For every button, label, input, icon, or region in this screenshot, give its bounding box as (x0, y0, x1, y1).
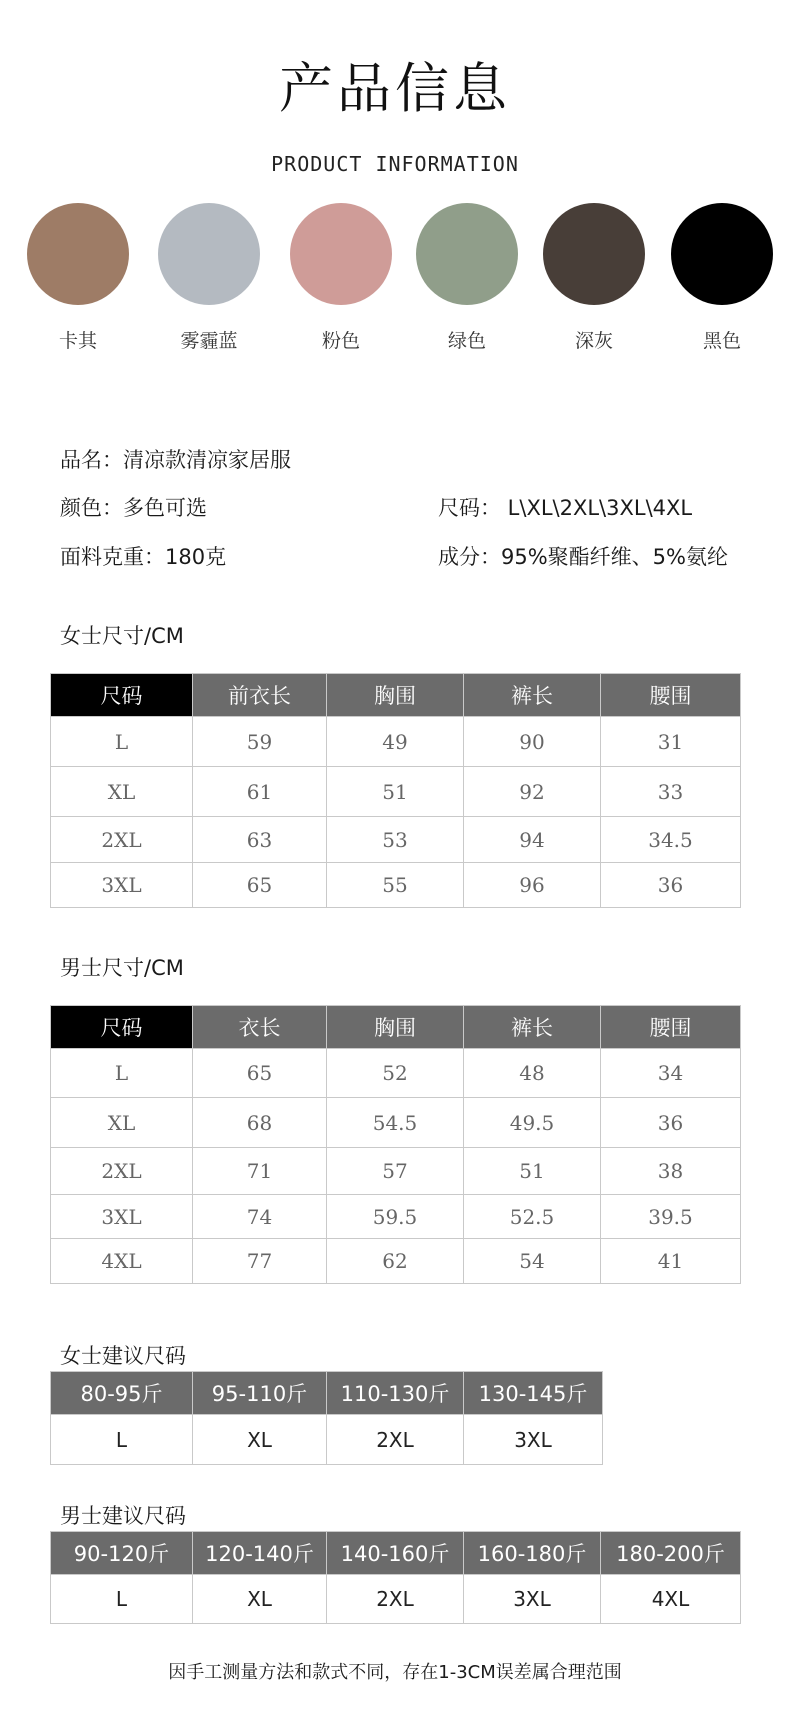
column-header: 腰围 (601, 674, 741, 717)
table-cell: 39.5 (601, 1195, 741, 1239)
men-size-title: 男士尺寸/CM (60, 956, 184, 980)
column-header: 110-130斤 (327, 1372, 464, 1415)
column-header: 尺码 (51, 1006, 193, 1049)
table-cell: L (51, 717, 193, 767)
table-cell: 74 (193, 1195, 327, 1239)
women-recommend-title: 女士建议尺码 (60, 1344, 186, 1368)
spec-color: 颜色：多色可选 (60, 496, 207, 520)
table-cell: 2XL (327, 1575, 464, 1624)
measurement-disclaimer: 因手工测量方法和款式不同，存在1-3CM误差属合理范围 (168, 1662, 622, 1683)
table-cell: 54 (464, 1239, 601, 1284)
column-header: 尺码 (51, 674, 193, 717)
color-label-haze-blue: 雾霾蓝 (180, 330, 238, 352)
page-title: 产品信息 (279, 57, 511, 120)
table-cell: 61 (193, 767, 327, 817)
column-header: 90-120斤 (51, 1532, 193, 1575)
table-cell: 71 (193, 1148, 327, 1195)
spec-composition: 成分：95%聚酯纤维、5%氨纶 (438, 545, 728, 569)
table-cell: 38 (601, 1148, 741, 1195)
table-cell: 55 (327, 863, 464, 908)
table-cell: 59.5 (327, 1195, 464, 1239)
table-cell: XL (193, 1575, 327, 1624)
color-swatch-dark-gray[interactable] (543, 203, 645, 305)
color-label-green: 绿色 (447, 330, 486, 352)
color-swatch-black[interactable] (671, 203, 773, 305)
table-cell: 53 (327, 817, 464, 863)
table-cell: 4XL (51, 1239, 193, 1284)
column-header: 120-140斤 (193, 1532, 327, 1575)
men-size-table (50, 1005, 741, 1284)
table-cell: XL (193, 1415, 327, 1465)
table-cell: 90 (464, 717, 601, 767)
table-cell: 51 (327, 767, 464, 817)
table-cell: 3XL (464, 1415, 603, 1465)
table-row (51, 1575, 741, 1624)
page-subtitle: PRODUCT INFORMATION (271, 152, 519, 176)
table-cell: 2XL (51, 1148, 193, 1195)
column-header: 130-145斤 (464, 1372, 603, 1415)
spec-product-name: 品名：清凉款清凉家居服 (60, 448, 291, 472)
table-cell: XL (51, 767, 193, 817)
table-cell: 62 (327, 1239, 464, 1284)
table-cell: 77 (193, 1239, 327, 1284)
men-recommend-table (50, 1531, 741, 1624)
table-cell: 3XL (51, 863, 193, 908)
table-cell: 34.5 (601, 817, 741, 863)
column-header: 140-160斤 (327, 1532, 464, 1575)
color-label-black: 黑色 (702, 330, 741, 352)
table-cell: 52 (327, 1049, 464, 1098)
table-row (51, 1049, 741, 1098)
table-row (51, 767, 741, 817)
table-cell: 96 (464, 863, 601, 908)
column-header: 95-110斤 (193, 1372, 327, 1415)
table-cell: 36 (601, 863, 741, 908)
color-label-pink: 粉色 (321, 330, 360, 352)
column-header: 衣长 (193, 1006, 327, 1049)
spec-size: 尺码： L\XL\2XL\3XL\4XL (438, 496, 693, 520)
column-header: 腰围 (601, 1006, 741, 1049)
spec-fabric-weight: 面料克重：180克 (60, 545, 227, 569)
table-cell: XL (51, 1098, 193, 1148)
color-swatch-khaki[interactable] (27, 203, 129, 305)
column-header: 180-200斤 (601, 1532, 741, 1575)
table-cell: 2XL (51, 817, 193, 863)
table-cell: 41 (601, 1239, 741, 1284)
column-header: 胸围 (327, 1006, 464, 1049)
table-cell: 57 (327, 1148, 464, 1195)
table-cell: L (51, 1575, 193, 1624)
table-cell: 36 (601, 1098, 741, 1148)
table-cell: 94 (464, 817, 601, 863)
men-recommend-title: 男士建议尺码 (60, 1504, 186, 1528)
table-cell: 65 (193, 1049, 327, 1098)
table-cell: 49 (327, 717, 464, 767)
color-swatch-haze-blue[interactable] (158, 203, 260, 305)
color-label-dark-gray: 深灰 (574, 330, 613, 352)
women-size-title: 女士尺寸/CM (60, 624, 184, 648)
table-cell: 4XL (601, 1575, 741, 1624)
table-cell: 2XL (327, 1415, 464, 1465)
column-header: 160-180斤 (464, 1532, 601, 1575)
table-row (51, 863, 741, 908)
table-cell: 51 (464, 1148, 601, 1195)
table-cell: 31 (601, 717, 741, 767)
table-cell: 59 (193, 717, 327, 767)
column-header: 裤长 (464, 1006, 601, 1049)
table-cell: 48 (464, 1049, 601, 1098)
table-row (51, 1098, 741, 1148)
column-header: 前衣长 (193, 674, 327, 717)
table-cell: 3XL (51, 1195, 193, 1239)
color-swatch-pink[interactable] (290, 203, 392, 305)
color-label-khaki: 卡其 (58, 330, 97, 352)
color-swatch-green[interactable] (416, 203, 518, 305)
table-row (51, 817, 741, 863)
column-header: 80-95斤 (51, 1372, 193, 1415)
table-row (51, 1239, 741, 1284)
table-cell: 92 (464, 767, 601, 817)
women-size-table (50, 673, 741, 908)
column-header: 胸围 (327, 674, 464, 717)
table-cell: 34 (601, 1049, 741, 1098)
table-row (51, 717, 741, 767)
women-recommend-table (50, 1371, 603, 1465)
table-cell: 3XL (464, 1575, 601, 1624)
table-cell: 33 (601, 767, 741, 817)
table-row (51, 1148, 741, 1195)
table-row (51, 1195, 741, 1239)
column-header: 裤长 (464, 674, 601, 717)
table-cell: 49.5 (464, 1098, 601, 1148)
table-cell: 68 (193, 1098, 327, 1148)
table-cell: 54.5 (327, 1098, 464, 1148)
table-cell: 65 (193, 863, 327, 908)
table-cell: L (51, 1415, 193, 1465)
table-cell: 52.5 (464, 1195, 601, 1239)
table-row (51, 1415, 603, 1465)
table-cell: L (51, 1049, 193, 1098)
table-cell: 63 (193, 817, 327, 863)
